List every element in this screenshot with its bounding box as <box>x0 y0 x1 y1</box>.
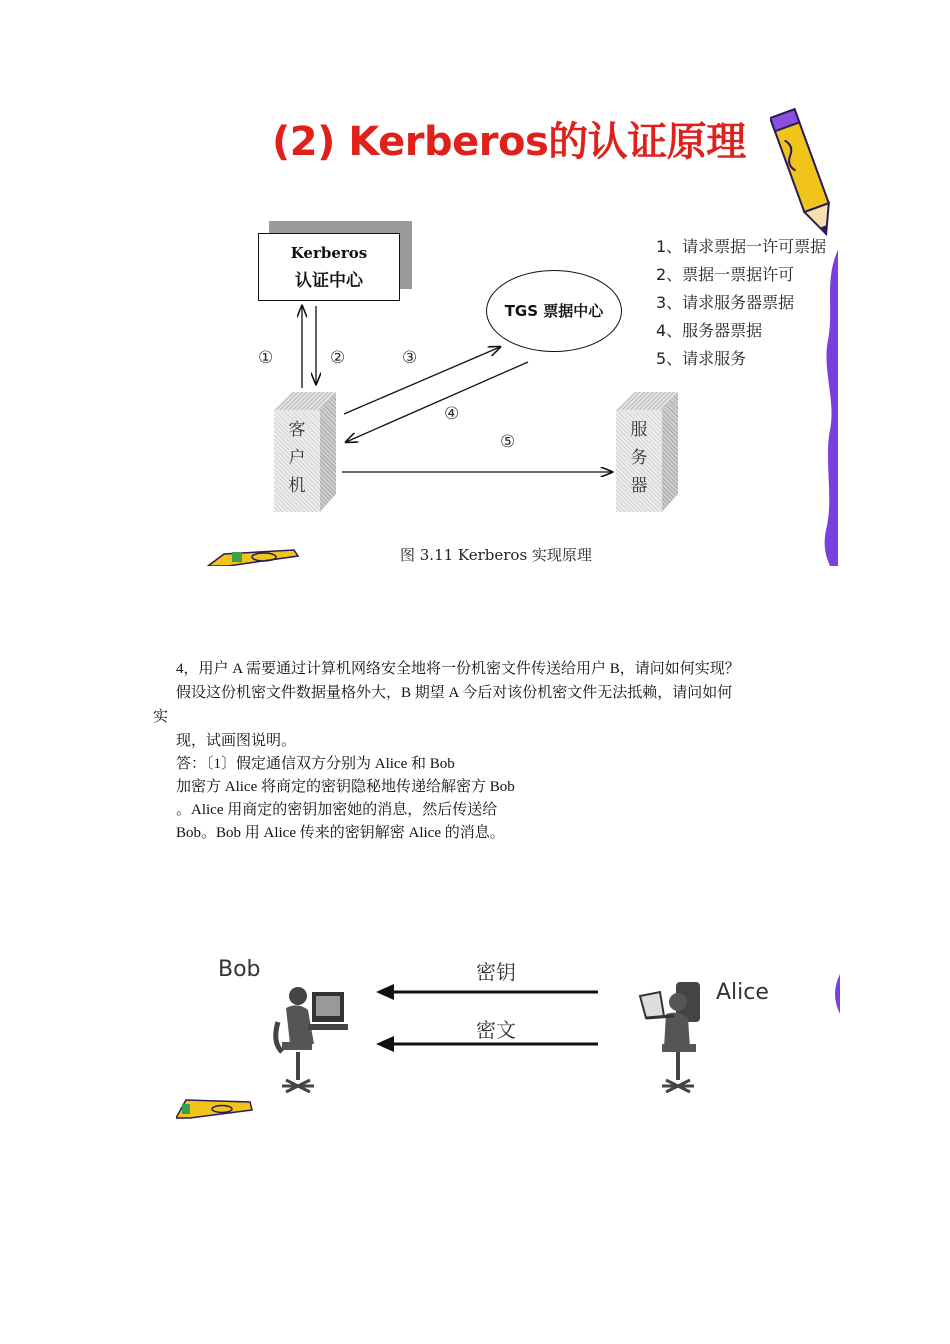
step-marker-1: ① <box>258 348 274 368</box>
question-line-2: 假设这份机密文件数据量格外大，B 期望 A 今后对该份机密文件无法抵赖，请问如何 <box>176 685 733 701</box>
tgs-ticket-center: TGS 票据中心 <box>486 270 622 352</box>
step-marker-3: ③ <box>402 348 418 368</box>
kdc-label-line1: Kerberos <box>290 244 368 262</box>
step-marker-4: ④ <box>444 404 460 424</box>
slide-title: (2) Kerberos的认证原理 <box>272 119 746 165</box>
question-line-4: 现，试画图说明。 <box>176 733 297 749</box>
answer-line-2: 加密方 Alice 将商定的密钥隐秘地传递给解密方 Bob <box>176 779 515 795</box>
question-line-1: 4，用户 A 需要通过计算机网络安全地将一份机密文件传送给用户 B，请问如何实现？ <box>176 661 740 677</box>
ciphertext-arrow-label: 密文 <box>476 1018 516 1042</box>
client-char-1: 客 <box>288 420 306 440</box>
client-char-3: 机 <box>288 476 306 496</box>
legend-item-5: 5、请求服务 <box>656 349 747 368</box>
key-exchange-arrows <box>370 976 605 1060</box>
client-char-2: 户 <box>288 448 306 468</box>
purple-edge-fragment <box>832 974 840 1014</box>
bob-label: Bob <box>218 957 261 982</box>
step-marker-2: ② <box>330 348 346 368</box>
question-line-3: 实 <box>153 709 169 725</box>
answer-line-3: 。Alice 用商定的密钥加密她的消息，然后传送给 <box>176 802 498 818</box>
legend-item-1: 1、请求票据一许可票据 <box>656 237 827 256</box>
alice-person-icon <box>636 982 716 1100</box>
alice-label: Alice <box>716 980 769 1005</box>
legend-item-4: 4、服务器票据 <box>656 321 763 340</box>
server-char-1: 服 <box>630 420 648 440</box>
server-char-3: 器 <box>630 476 648 496</box>
step-marker-5: ⑤ <box>500 432 516 452</box>
answer-line-4: Bob。Bob 用 Alice 传来的密钥解密 Alice 的消息。 <box>176 825 505 841</box>
bob-person-icon <box>272 982 352 1100</box>
legend-item-3: 3、请求服务器票据 <box>656 293 795 312</box>
figure-caption: 图 3.11 Kerberos 实现原理 <box>400 546 592 564</box>
key-arrow-label: 密钥 <box>476 960 516 984</box>
server-char-2: 务 <box>630 448 648 468</box>
kdc-label-line2: 认证中心 <box>295 271 363 291</box>
answer-line-1: 答：〔1〕假定通信双方分别为 Alice 和 Bob <box>176 756 455 772</box>
arrow-step3 <box>344 347 500 414</box>
small-pencil-icon-2 <box>176 1096 254 1120</box>
legend-item-2: 2、票据一票据许可 <box>656 265 795 284</box>
small-pencil-icon <box>204 546 300 566</box>
step-legend <box>656 233 826 373</box>
kerberos-slide <box>176 100 838 566</box>
